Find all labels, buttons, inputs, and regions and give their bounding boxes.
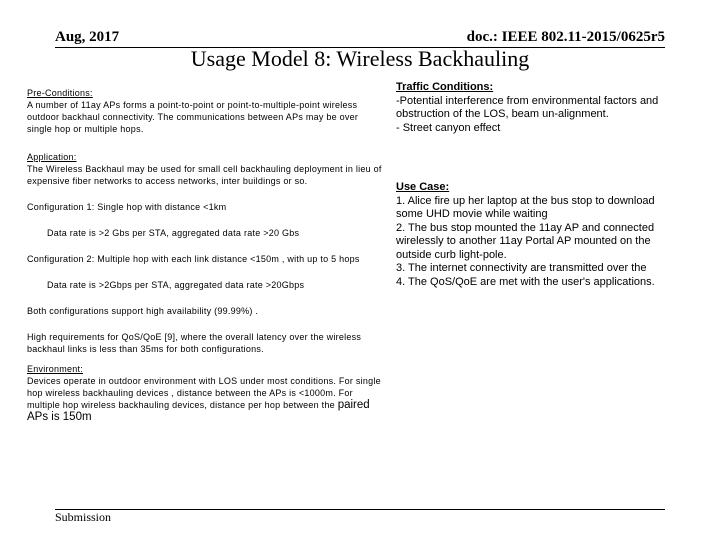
qos-text: High requirements for QoS/QoE [9], where the overall latency over the wireless backhaul links is less than 35ms for both configurations.: [27, 332, 362, 354]
usecase-item: 2. The bus stop mounted the 11ay AP and connected wirelessly to another 11ay Portal AP mounted on the outside curb light-pole.: [396, 221, 655, 261]
usecase-item: 3. The internet connectivity are transmitted over the: [396, 262, 647, 274]
slide-title: Usage Model 8: Wireless Backhauling: [190, 46, 530, 71]
usecase-item: 4. The QoS/QoE are met with the user's applications.: [396, 275, 655, 288]
preconditions-heading: Pre-Conditions:: [27, 88, 93, 98]
application-heading: Application:: [27, 152, 77, 162]
availability-text: Both configurations support high availability (99.99%) .: [27, 306, 259, 316]
header-date: Aug, 2017: [55, 29, 120, 45]
footer-rule: [55, 509, 665, 510]
config2-rate: Data rate is >2Gbps per STA, aggregated data rate >20Gbps: [47, 280, 305, 290]
environment-heading: Environment:: [27, 364, 84, 374]
environment-text: [27, 375, 382, 423]
traffic-line: - Street canyon effect: [396, 121, 501, 134]
header-doc-id: doc.: IEEE 802.11-2015/0625r5: [466, 29, 665, 45]
environment-text-main: Devices operate in outdoor environment with LOS under most conditions. For single hop wireless backhauling devices , distance between the APs is <1000m. For multiple hop wireless backhauling devices, distance per hop between the: [27, 376, 381, 410]
config1-text: Configuration 1: Single hop with distance <1km: [27, 202, 227, 212]
application-text: The Wireless Backhaul may be used for small cell backhauling deployment in lieu of expensive fiber networks to access networks, inter buildings or so.: [27, 164, 382, 186]
traffic-conditions: [396, 81, 666, 135]
footer-submission: Submission: [55, 510, 112, 524]
traffic-heading: Traffic Conditions:: [396, 81, 494, 93]
usecase-heading: Use Case:: [396, 181, 450, 193]
left-column: [27, 87, 382, 423]
config2-text: Configuration 2: Multiple hop with each link distance <150m , with up to 5 hops: [27, 254, 360, 264]
preconditions-text: A number of 11ay APs forms a point-to-point or point-to-multiple-point wireless outdoor backhaul connectivity. The communications between APs may be over single hop or multiple hops.: [27, 100, 359, 134]
usecase-item: 1. Alice fire up her laptop at the bus stop to download some UHD movie while waiting: [396, 194, 655, 220]
traffic-line: -Potential interference from environmental factors and obstruction of the LOS, beam un-alignment.: [396, 94, 659, 120]
environment-text-tail: paired APs is 150m: [27, 399, 370, 423]
use-case: [396, 181, 666, 289]
config1-rate: Data rate is >2 Gbs per STA, aggregated data rate >20 Gbs: [47, 228, 300, 238]
